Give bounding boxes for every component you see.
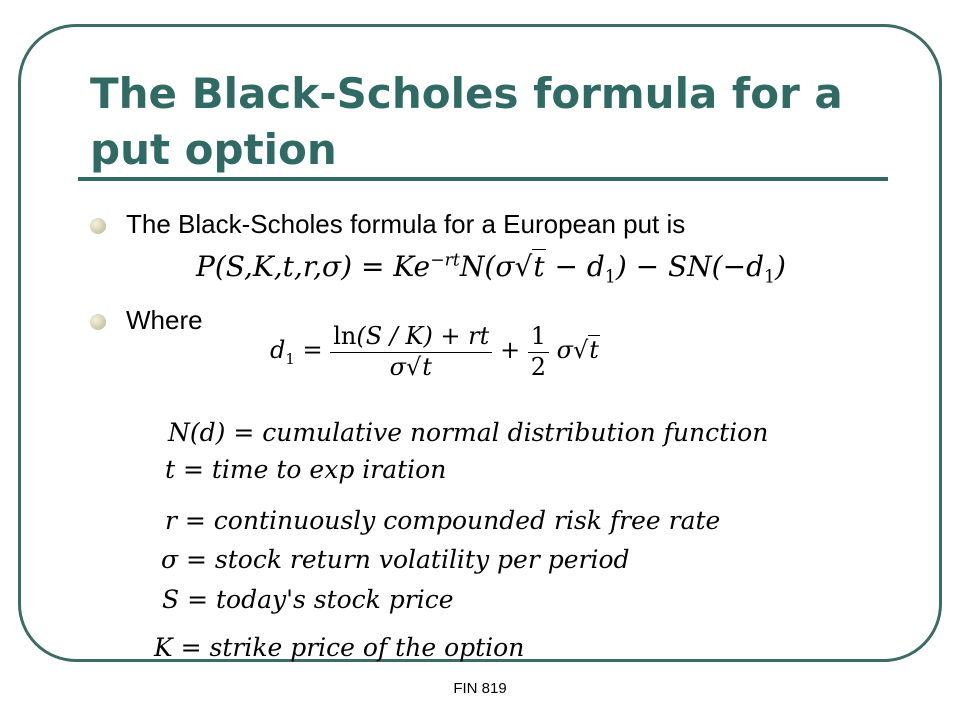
footer-text: FIN 819 (453, 680, 507, 697)
definition-sigma: σ = stock return volatility per period (161, 545, 630, 574)
d1-formula: $d_1$ = $\frac{\ln(S / K) + rt}{\sigma√t}$ + $\frac{1}{2}$ σ√t (270, 322, 599, 381)
bullet-text-2: Where (126, 305, 203, 335)
definition-s: S = today's stock price (162, 585, 454, 614)
put-formula: $P(S,K,t,r,\sigma) = Ke^{-rt}N(\sigma√t - d_1) - SN(-d_1)$ (196, 250, 786, 288)
bullet-icon (90, 218, 106, 234)
bullet-icon (90, 314, 106, 330)
definition-k: K = strike price of the option (154, 633, 525, 662)
definition-r: r = continuously compounded risk free rate (165, 506, 721, 535)
definition-t: t = time to exp iration (165, 455, 447, 484)
slide-title: The Black-Scholes formula for a put option (90, 69, 843, 174)
title-underline (78, 177, 888, 181)
bullet-text-1: The Black-Scholes formula for a European put is (126, 209, 686, 239)
definition-n: N(d) = cumulative normal distribution function (168, 418, 769, 447)
